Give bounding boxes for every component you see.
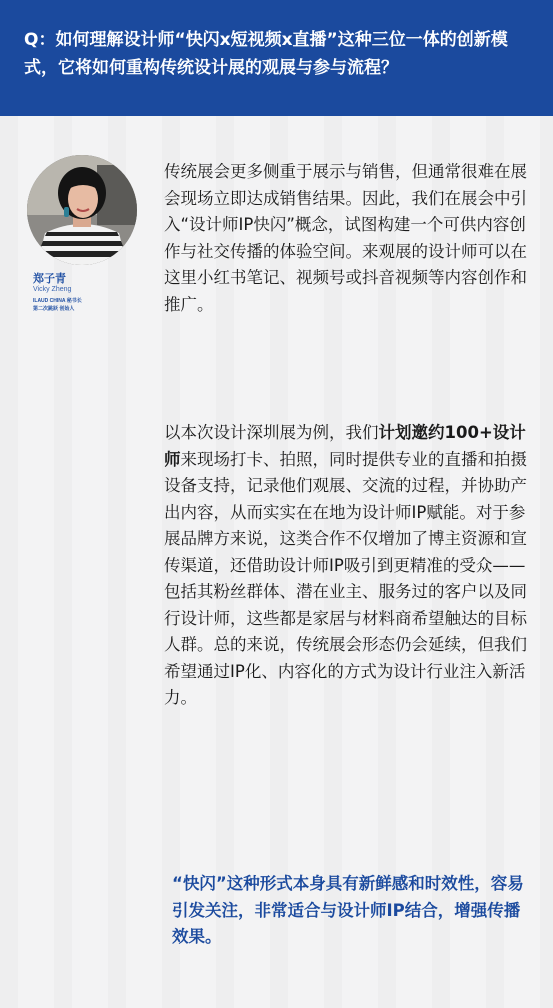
speaker-title-line-2: 第二次跳跃 创始人 <box>33 306 75 312</box>
paragraph-2-intro: 以本次设计深圳展为例，我们 <box>164 423 379 442</box>
question-header <box>0 0 553 116</box>
speaker-title <box>33 297 82 313</box>
speaker-avatar <box>27 155 137 265</box>
speaker-name: 郑子青 <box>33 272 66 285</box>
speaker-english-name: Vicky Zheng <box>33 286 72 293</box>
question-text: Q：如何理解设计师“快闪x短视频x直播”这种三位一体的创新模式，它将如何重构传统设计展的观展与参与流程？ <box>24 30 508 78</box>
speaker-title-line-1: ILAUD CHINA 秘书长 <box>33 298 82 304</box>
article-paragraph-1: 传统展会更多侧重于展示与销售，但通常很难在展会现场立即达成销售结果。因此，我们在展会中引入“设计师IP快闪”概念，试图构建一个可供内容创作与社交传播的体验空间。来观展的设计师可以在这里小红书笔记、视频号或抖音视频等内容创作和推广。 <box>164 162 527 314</box>
paragraph-2-emphasis: 计划邀约100+设计师 <box>164 423 526 469</box>
highlight-quote: “快闪”这种形式本身具有新鲜感和时效性，容易引发关注，非常适合与设计师IP结合，增强传播效果。 <box>172 874 524 946</box>
paragraph-2-body: 来现场打卡、拍照，同时提供专业的直播和拍摄设备支持，记录他们观展、交流的过程，并协助产出内容，从而实实在在地为设计师IP赋能。对于参展品牌方来说，这类合作不仅增加了博主资源和宣传渠道，还借助设计师IP吸引到更精准的受众——包括其粉丝群体、潜在业主、服务过的客户以及同行设计师，这些都是家居与材料商希望触达的目标人群。总的来说，传统展会形态仍会延续，但我们希望通过IP化、内容化的方式为设计行业注入新活力。 <box>164 449 527 707</box>
article-paragraph-2 <box>164 420 532 712</box>
